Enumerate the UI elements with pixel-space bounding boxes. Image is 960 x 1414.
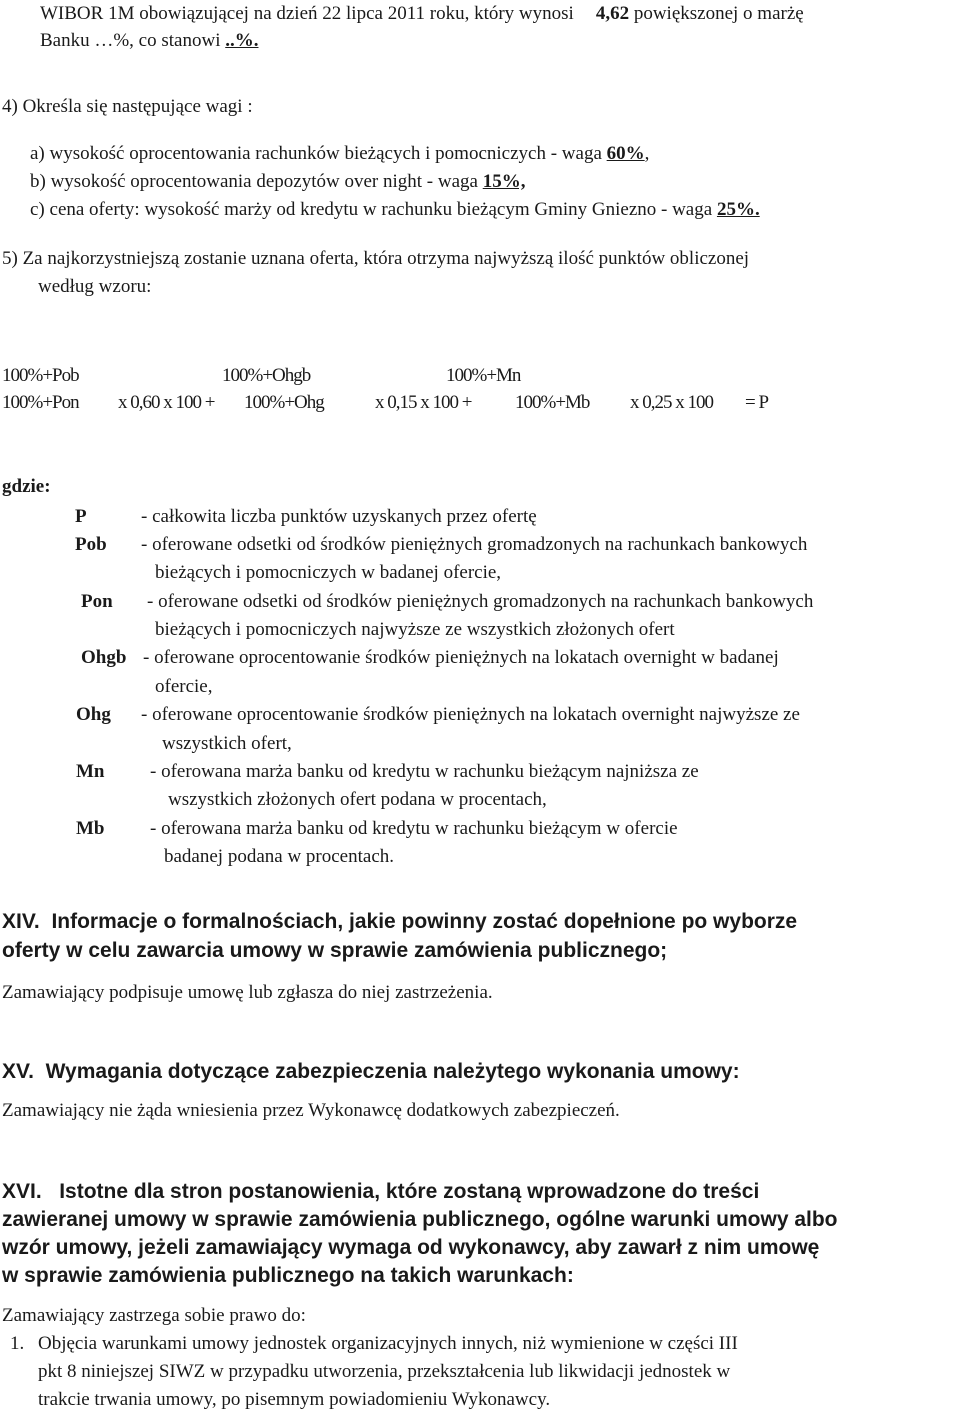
top-line-2-text: Banku …%, co stanowi — [40, 30, 221, 51]
point5-line-1: 5) Za najkorzystniejszą zostanie uznana oferta, która otrzyma najwyższą ilość punktów obliczonej — [2, 248, 750, 269]
weight-item-b — [30, 171, 525, 193]
def-text-pon-1: - oferowane odsetki od środków pieniężnych gromadzonych na rachunkach bankowych — [147, 591, 814, 612]
formula-numerator-2: 100%+Ohgb — [222, 365, 311, 386]
section-15-body: Zamawiający nie żąda wniesienia przez Wykonawcę dodatkowych zabezpieczeń. — [2, 1100, 620, 1121]
section-16-heading-line-2: zawieranej umowy w sprawie zamówienia publicznego, ogólne warunki umowy albo — [2, 1208, 838, 1231]
section-15-title: Wymagania dotyczące zabezpieczenia należytego wykonania umowy: — [45, 1060, 740, 1083]
formula-multiplier-2: x 0,15 x 100 + — [375, 392, 472, 413]
section-14-number: XIV. — [2, 910, 40, 933]
formula-denominator-1: 100%+Pon — [2, 392, 79, 413]
def-symbol-p: P — [75, 506, 87, 527]
formula-multiplier-1: x 0,60 x 100 + — [118, 392, 215, 413]
def-symbol-mb: Mb — [76, 818, 105, 839]
def-symbol-pob: Pob — [75, 534, 107, 555]
def-text-pob-1: - oferowane odsetki od środków pieniężnych gromadzonych na rachunkach bankowych — [141, 534, 808, 555]
section-16-number: XVI. — [2, 1180, 42, 1203]
top-line-1-tail: powiększonej o marżę — [633, 3, 804, 24]
weight-a-tail: , — [644, 143, 650, 164]
formula-denominator-3: 100%+Mb — [515, 392, 590, 413]
section-16-item-1-line-1: Objęcia warunkami umowy jednostek organizacyjnych innych, niż wymienione w części III — [38, 1333, 738, 1354]
top-line-1-text: WIBOR 1M obowiązującej na dzień 22 lipca 2011 roku, który wynosi — [40, 3, 574, 24]
section-14-title-1: Informacje o formalnościach, jakie powinny zostać dopełnione po wyborze — [51, 910, 798, 933]
def-symbol-pon: Pon — [81, 591, 113, 612]
def-text-pob-2: bieżących i pomocniczych w badanej ofercie, — [155, 562, 502, 583]
section-15-number: XV. — [2, 1060, 34, 1083]
formula-numerator-3: 100%+Mn — [446, 365, 521, 386]
weight-b-text: b) wysokość oprocentowania depozytów over night - waga — [30, 171, 483, 192]
definitions-label: gdzie: — [2, 476, 51, 497]
def-text-ohg-1: - oferowane oprocentowanie środków pieniężnych na lokatach overnight najwyższe ze — [141, 704, 800, 725]
top-line-1 — [40, 3, 804, 25]
weight-a-pct: 60% — [606, 143, 645, 164]
section-16-item-1-line-3: trakcie trwania umowy, po pisemnym powiadomieniu Wykonawcy. — [38, 1389, 551, 1410]
def-text-mb-1: - oferowana marża banku od kredytu w rachunku bieżącym w ofercie — [150, 818, 678, 839]
section-16-heading-line-1 — [2, 1180, 759, 1204]
def-symbol-mn: Mn — [76, 761, 105, 782]
def-text-pon-2: bieżących i pomocniczych najwyższe ze wszystkich złożonych ofert — [155, 619, 675, 640]
top-line-2 — [40, 30, 258, 52]
section-16-heading-line-4: w sprawie zamówienia publicznego na takich warunkach: — [2, 1264, 574, 1287]
top-line-2-value: ..%. — [225, 30, 259, 51]
def-text-p: - całkowita liczba punktów uzyskanych przez ofertę — [141, 506, 537, 527]
def-symbol-ohg: Ohg — [76, 704, 111, 725]
formula-denominator-2: 100%+Ohg — [244, 392, 324, 413]
section-14-heading-line-2: oferty w celu zawarcia umowy w sprawie zamówienia publicznego; — [2, 939, 668, 962]
weight-a-text: a) wysokość oprocentowania rachunków bieżących i pomocniczych - waga — [30, 143, 607, 164]
wibor-rate: 4,62 — [595, 3, 630, 24]
formula-result: = P — [745, 392, 769, 413]
section-15-heading — [2, 1060, 740, 1084]
formula-numerator-1: 100%+Pob — [2, 365, 79, 386]
section-16-intro: Zamawiający zastrzega sobie prawo do: — [2, 1305, 306, 1326]
def-symbol-ohgb: Ohgb — [81, 647, 127, 668]
section-16-title-1: Istotne dla stron postanowienia, które zostaną wprowadzone do treści — [59, 1180, 760, 1203]
formula-multiplier-3: x 0,25 x 100 — [630, 392, 713, 413]
weight-item-a — [30, 143, 649, 165]
weight-c-text: c) cena oferty: wysokość marży od kredytu w rachunku bieżącym Gminy Gniezno - waga — [30, 199, 717, 220]
section-14-heading-line-1 — [2, 910, 797, 934]
section-14-body: Zamawiający podpisuje umowę lub zgłasza do niej zastrzeżenia. — [2, 982, 493, 1003]
section-16-item-1-line-2: pkt 8 niniejszej SIWZ w przypadku utworzenia, przekształcenia lub likwidacji jednostek w — [38, 1361, 731, 1382]
def-text-mb-2: badanej podana w procentach. — [164, 846, 395, 867]
def-text-ohg-2: wszystkich ofert, — [162, 733, 292, 754]
def-text-mn-1: - oferowana marża banku od kredytu w rachunku bieżącym najniższa ze — [150, 761, 699, 782]
def-text-ohgb-1: - oferowane oprocentowanie środków pieniężnych na lokatach overnight w badanej — [143, 647, 779, 668]
section-16-heading-line-3: wzór umowy, jeżeli zamawiający wymaga od wykonawcy, aby zawarł z nim umowę — [2, 1236, 820, 1259]
weight-c-pct: 25%. — [716, 199, 760, 220]
def-text-mn-2: wszystkich złożonych ofert podana w procentach, — [168, 789, 547, 810]
point5-line-2: według wzoru: — [38, 276, 152, 297]
section-16-item-1-number: 1. — [10, 1333, 25, 1354]
weight-b-pct: 15%, — [482, 171, 526, 192]
weight-item-c — [30, 199, 760, 221]
def-text-ohgb-2: ofercie, — [155, 676, 213, 697]
weights-intro: 4) Określa się następujące wagi : — [2, 96, 253, 117]
